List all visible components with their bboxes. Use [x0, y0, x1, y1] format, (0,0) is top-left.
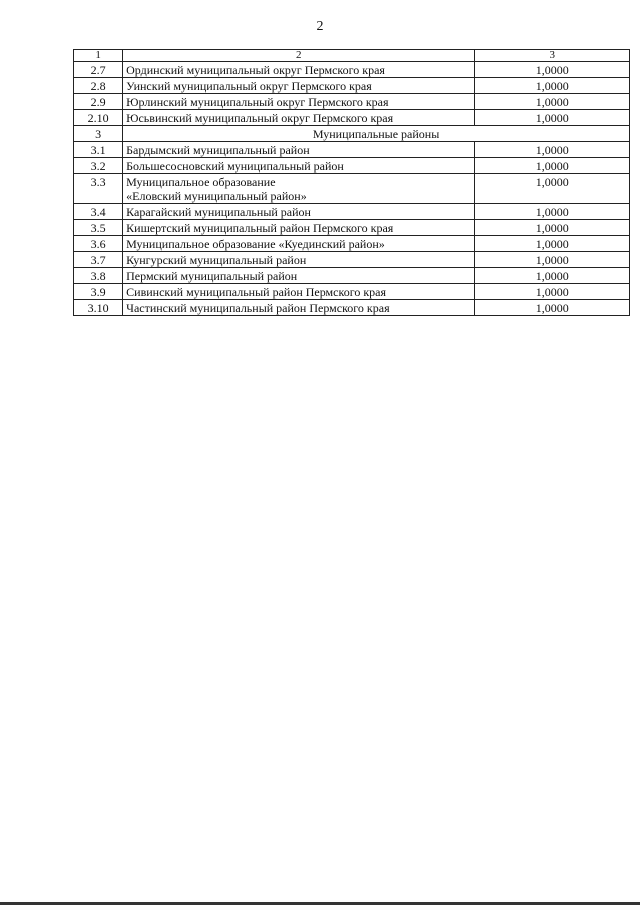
table-row	[74, 174, 630, 204]
row-number: 3.6	[74, 236, 123, 252]
row-name: Кунгурский муниципальный район	[123, 252, 475, 268]
row-name: Муниципальное образование «Куединский район»	[123, 236, 475, 252]
row-number: 3.2	[74, 158, 123, 174]
row-number: 3.8	[74, 268, 123, 284]
row-name: Частинский муниципальный район Пермского края	[123, 300, 475, 316]
header-cell-2: 2	[123, 50, 475, 62]
row-number: 2.10	[74, 110, 123, 126]
header-cell-3: 3	[475, 50, 630, 62]
section-number: 3	[74, 126, 123, 142]
row-number: 3.4	[74, 204, 123, 220]
row-value: 1,0000	[475, 204, 630, 220]
row-number: 3.1	[74, 142, 123, 158]
table-row	[74, 204, 630, 220]
row-name: Юрлинский муниципальный округ Пермского края	[123, 94, 475, 110]
coefficients-table	[73, 49, 630, 316]
table-row	[74, 252, 630, 268]
row-number: 3.9	[74, 284, 123, 300]
row-name: Сивинский муниципальный район Пермского края	[123, 284, 475, 300]
table-row	[74, 62, 630, 78]
row-name: Уинский муниципальный округ Пермского края	[123, 78, 475, 94]
row-value: 1,0000	[475, 78, 630, 94]
section-title: Муниципальные районы	[123, 126, 630, 142]
table-row	[74, 236, 630, 252]
row-number: 3.3	[74, 174, 123, 204]
row-name: Большесосновский муниципальный район	[123, 158, 475, 174]
table-row	[74, 300, 630, 316]
row-value: 1,0000	[475, 220, 630, 236]
row-number: 3.7	[74, 252, 123, 268]
row-name-line-1: Муниципальное образование	[126, 175, 276, 189]
row-number: 3.10	[74, 300, 123, 316]
row-value: 1,0000	[475, 252, 630, 268]
row-name: Юсьвинский муниципальный округ Пермского края	[123, 110, 475, 126]
table-row	[74, 110, 630, 126]
table-row	[74, 94, 630, 110]
row-value: 1,0000	[475, 300, 630, 316]
row-name: Бардымский муниципальный район	[123, 142, 475, 158]
row-name: Пермский муниципальный район	[123, 268, 475, 284]
table-row	[74, 142, 630, 158]
table-row	[74, 284, 630, 300]
row-number: 2.7	[74, 62, 123, 78]
table-row	[74, 220, 630, 236]
row-value: 1,0000	[475, 284, 630, 300]
row-value: 1,0000	[475, 62, 630, 78]
table-row	[74, 268, 630, 284]
row-number: 2.8	[74, 78, 123, 94]
row-value: 1,0000	[475, 142, 630, 158]
table-row	[74, 158, 630, 174]
row-value: 1,0000	[475, 268, 630, 284]
row-value: 1,0000	[475, 110, 630, 126]
row-number: 3.5	[74, 220, 123, 236]
row-name	[123, 174, 475, 204]
table-row	[74, 78, 630, 94]
row-value: 1,0000	[475, 174, 630, 204]
page-number: 2	[316, 19, 324, 34]
table-header-row	[74, 50, 630, 62]
section-row	[74, 126, 630, 142]
row-value: 1,0000	[475, 94, 630, 110]
row-value: 1,0000	[475, 158, 630, 174]
row-name-line-2: «Еловский муниципальный район»	[126, 189, 307, 203]
row-value: 1,0000	[475, 236, 630, 252]
row-name: Ординский муниципальный округ Пермского края	[123, 62, 475, 78]
row-name: Карагайский муниципальный район	[123, 204, 475, 220]
row-number: 2.9	[74, 94, 123, 110]
row-name: Кишертский муниципальный район Пермского края	[123, 220, 475, 236]
header-cell-1: 1	[74, 50, 123, 62]
